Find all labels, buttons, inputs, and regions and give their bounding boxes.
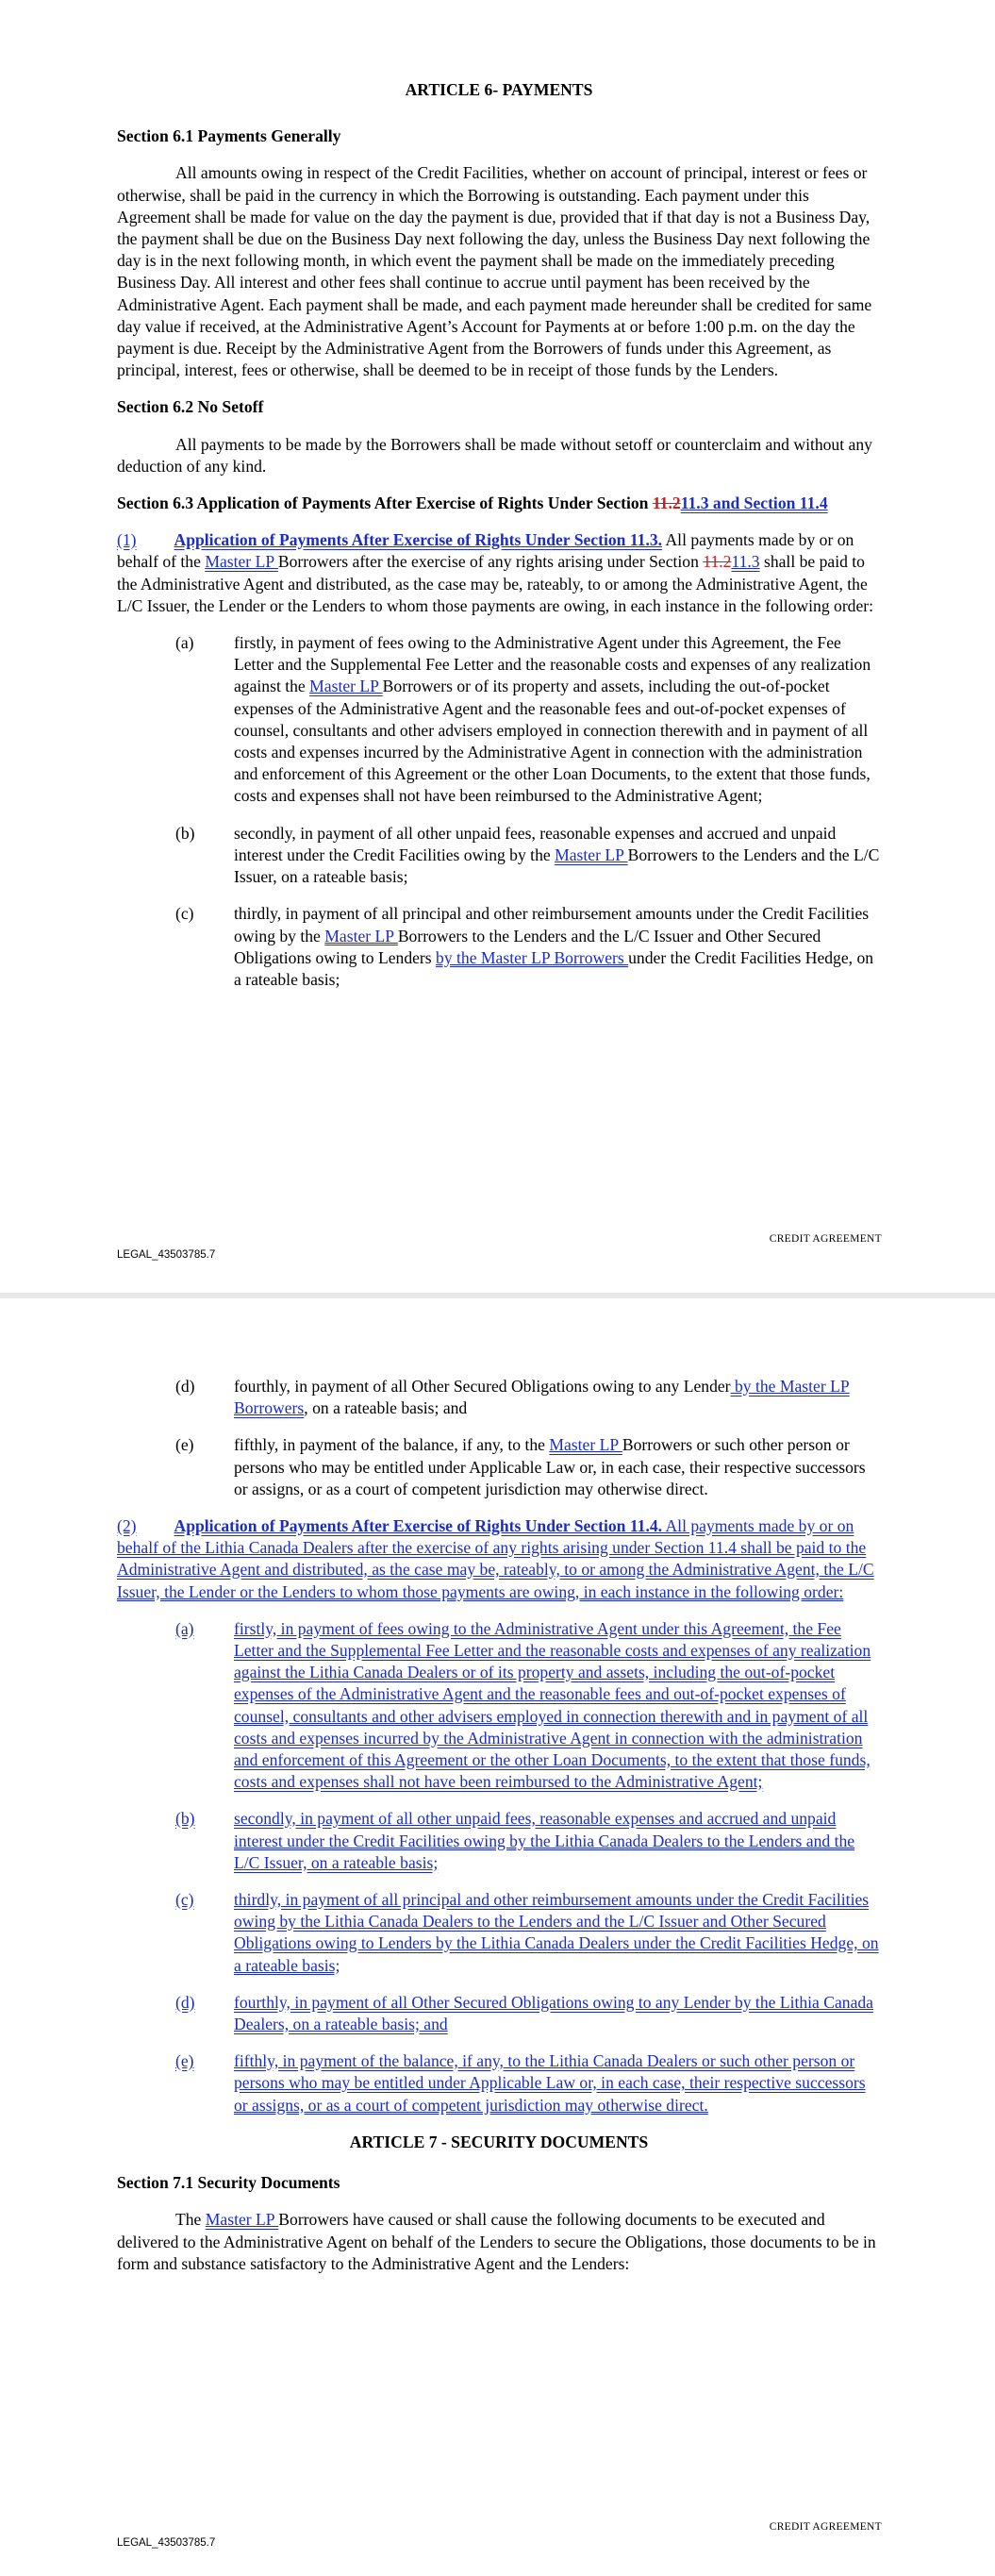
item-text: fifthly, in payment of the balance, if any, to the Lithia Canada Dealers or such other person or persons who may be entitled under Applicable Law or, in each case, their respective successors or assigns, or as a court of competent jurisdiction may otherwise direct. bbox=[234, 2051, 866, 2115]
list-item bbox=[117, 632, 881, 808]
item-label: (a) bbox=[175, 1618, 194, 1638]
page-1-content bbox=[117, 79, 881, 1006]
inserted-text: by the Master LP Borrowers bbox=[234, 1377, 850, 1418]
footer-document-id: LEGAL_43503785.7 bbox=[117, 1249, 216, 1261]
footer-credit-agreement: CREDIT AGREEMENT bbox=[769, 1233, 882, 1245]
section-6-2-heading: Section 6.2 No Setoff bbox=[117, 397, 264, 417]
item-text: secondly, in payment of all other unpaid fees, reasonable expenses and accrued and unpaid interest under the Credit Facilities owing by the Lithia Canada Dealers to the Lenders and the L/C Issuer, on a rateable basis; bbox=[234, 1809, 855, 1872]
item-text: fourthly, in payment of all Other Secured Obligations owing to any Lender by the Lithia Canada Dealers, on a rateable basis; and bbox=[234, 1992, 873, 2034]
section-6-1-heading: Section 6.1 Payments Generally bbox=[117, 126, 341, 146]
list-item bbox=[117, 1618, 881, 1794]
section-7-1-heading: Section 7.1 Security Documents bbox=[117, 2173, 340, 2193]
section-7-1-body: The Master LP Borrowers have caused or shall cause the following documents to be executed and delivered to the Administrative Agent on behalf of the Lenders to secure the Obligations, those documents to be in form and substance satisfactory to the Administrative Agent and the Lenders: bbox=[117, 2210, 876, 2273]
page-2 bbox=[0, 1298, 995, 2576]
paragraph-1-title: Application of Payments After Exercise of Rights Under Section 11.3. bbox=[174, 530, 663, 550]
list-item bbox=[117, 1376, 881, 1419]
section-6-2-body: All payments to be made by the Borrowers shall be made without setoff or counterclaim and without any deduction of any kind. bbox=[117, 434, 872, 476]
article-7-title: ARTICLE 7 - SECURITY DOCUMENTS bbox=[349, 2132, 649, 2151]
master-lp-insert: Master LP bbox=[205, 552, 278, 572]
master-lp-insert: Master LP bbox=[205, 2210, 279, 2230]
paragraph-2-title: Application of Payments After Exercise of Rights Under Section 11.4. bbox=[174, 1516, 663, 1536]
item-text: firstly, in payment of fees owing to the Administrative Agent under this Agreement, the Fee Letter and the Supplemental Fee Letter and the reasonable costs and expenses of any realization against the Master LP Borrowers or of its property and assets, including the out-of-pocket expenses of the Administrative Agent and the reasonable fees and out-of-pocket expenses of counsel, consultants and other advisers employed in connection therewith and in payment of all costs and expenses incurred by the Administrative Agent in connection with the administration and enforcement of this Agreement or the other Loan Documents, to the extent that those funds, costs and expenses shall not have been reimbursed to the Administrative Agent; bbox=[234, 633, 871, 806]
paragraph-1-number: (1) bbox=[117, 530, 137, 550]
paragraph-1-text-c: shall be paid to the Administrative Agent and distributed, as the case may be, rateably, to or among the Administrative Agent, the L/C Issuer, the Lender or the Lenders to whom those payments are owing, in each instance in the following order: bbox=[117, 552, 874, 615]
footer-credit-agreement: CREDIT AGREEMENT bbox=[769, 2521, 882, 2533]
list-item bbox=[117, 1808, 881, 1874]
item-text: thirdly, in payment of all principal and other reimbursement amounts under the Credit Facilities owing by the Lithia Canada Dealers to the Lenders and the L/C Issuer and Other Secured Obligations owing to Lenders by the Lithia Canada Dealers under the Credit Facilities Hedge, on a rateable basis; bbox=[234, 1890, 879, 1975]
paragraph-1 bbox=[117, 529, 881, 617]
inserted-text: by the Master LP Borrowers bbox=[436, 947, 629, 967]
item-label: (d) bbox=[175, 1992, 195, 2012]
item-label: (e) bbox=[175, 1435, 194, 1455]
paragraph-2 bbox=[117, 1515, 881, 1603]
inserted-text: Master LP bbox=[549, 1435, 622, 1455]
master-lp-insert: Master LP bbox=[555, 845, 628, 864]
item-text: fourthly, in payment of all Other Secured Obligations owing to any Lender by the Master LP Borrowers, on a rateable basis; and bbox=[234, 1377, 850, 1418]
footer-document-id: LEGAL_43503785.7 bbox=[117, 2537, 216, 2549]
paragraph-2-number: (2) bbox=[117, 1516, 137, 1536]
paragraph-2-text: All payments made by or on behalf of the Lithia Canada Dealers after the exercise of any rights arising under Section 11.4 shall be paid to the Administrative Agent and distributed, as the case may be, rateably, to or among the Administrative Agent, the L/C Issuer, the Lender or the Lenders to whom those payments are owing, in each instance in the following order: bbox=[117, 1516, 874, 1601]
paragraph-1-text-a: All payments made by or on behalf of the bbox=[117, 530, 854, 572]
list-item bbox=[117, 1889, 881, 1977]
item-label: (e) bbox=[175, 2051, 194, 2071]
list-item bbox=[117, 1992, 881, 2035]
item-label: (d) bbox=[175, 1377, 195, 1396]
item-label: (a) bbox=[175, 633, 194, 653]
deleted-ref: 11.2 bbox=[652, 493, 681, 513]
master-lp-insert: Master LP bbox=[309, 677, 383, 696]
master-lp-insert: Master LP bbox=[324, 926, 398, 945]
item-text: firstly, in payment of fees owing to the Administrative Agent under this Agreement, the Fee Letter and the Supplemental Fee Letter and the reasonable costs and expenses of any realization against the Lithia Canada Dealers or of its property and assets, including the out-of-pocket expenses of the Administrative Agent and the reasonable fees and out-of-pocket expenses of counsel, consultants and other advisers employed in connection therewith and in payment of all costs and expenses incurred by the Administrative Agent in connection with the administration and enforcement of this Agreement or the other Loan Documents, to the extent that those funds, costs and expenses shall not have been reimbursed to the Administrative Agent; bbox=[234, 1618, 871, 1792]
section-6-3-heading bbox=[117, 493, 881, 514]
item-text: secondly, in payment of all other unpaid fees, reasonable expenses and accrued and unpaid interest under the Credit Facilities owing by the Master LP Borrowers to the Lenders and the L/C Issuer, on a rateable basis; bbox=[234, 823, 880, 887]
list-item bbox=[117, 1434, 881, 1500]
item-label: (c) bbox=[175, 904, 194, 924]
deleted-ref: 11.2 bbox=[703, 552, 732, 572]
paragraph-1-text-b: Borrowers after the exercise of any rights arising under Section bbox=[277, 552, 704, 572]
item-label: (b) bbox=[175, 1809, 195, 1829]
article-6-title: ARTICLE 6- PAYMENTS bbox=[405, 80, 593, 99]
list-item bbox=[117, 2050, 881, 2116]
inserted-ref: 11.3 bbox=[731, 552, 760, 572]
item-label: (c) bbox=[175, 1890, 194, 1910]
inserted-ref: 11.3 and Section 11.4 bbox=[680, 493, 828, 513]
item-text: thirdly, in payment of all principal and other reimbursement amounts under the Credit Facilities owing by the Master LP Borrowers to the Lenders and the L/C Issuer and Other Secured Obligations owing to Lenders by the Master LP Borrowers under the Credit Facilities Hedge, on a rateable basis; bbox=[234, 904, 874, 989]
section-6-3-heading-text: Section 6.3 Application of Payments After Exercise of Rights Under Section bbox=[117, 493, 653, 513]
section-6-1-body: All amounts owing in respect of the Credit Facilities, whether on account of principal, interest or fees or otherwise, shall be paid in the currency in which the Borrowing is outstanding. Each payment under this Agreement shall be made for value on the day the payment is due, provided that if that day is not a Business Day, the payment shall be due on the Business Day next following the day, unless the Business Day next following the day is in the next following month, in which event the payment shall be made on the immediately preceding Business Day. All interest and other fees shall continue to accrue until payment has been received by the Administrative Agent. Each payment shall be made, and each payment made hereunder shall be credited for same day value if received, at the Administrative Agent’s Account for Payments at or before 1:00 p.m. on the day the payment is due. Receipt by the Administrative Agent from the Borrowers of funds under this Agreement, as principal, interest, fees or otherwise, shall be deemed to be in receipt of those funds by the Lenders. bbox=[117, 163, 872, 380]
list-item bbox=[117, 903, 881, 991]
page-2-content bbox=[117, 1376, 881, 2290]
item-label: (b) bbox=[175, 823, 195, 843]
list-item bbox=[117, 823, 881, 889]
item-text: fifthly, in payment of the balance, if any, to the Master LP Borrowers or such other person or persons who may be entitled under Applicable Law or, in each case, their respective successors or assigns, or as a court of competent jurisdiction may otherwise direct. bbox=[234, 1435, 866, 1498]
